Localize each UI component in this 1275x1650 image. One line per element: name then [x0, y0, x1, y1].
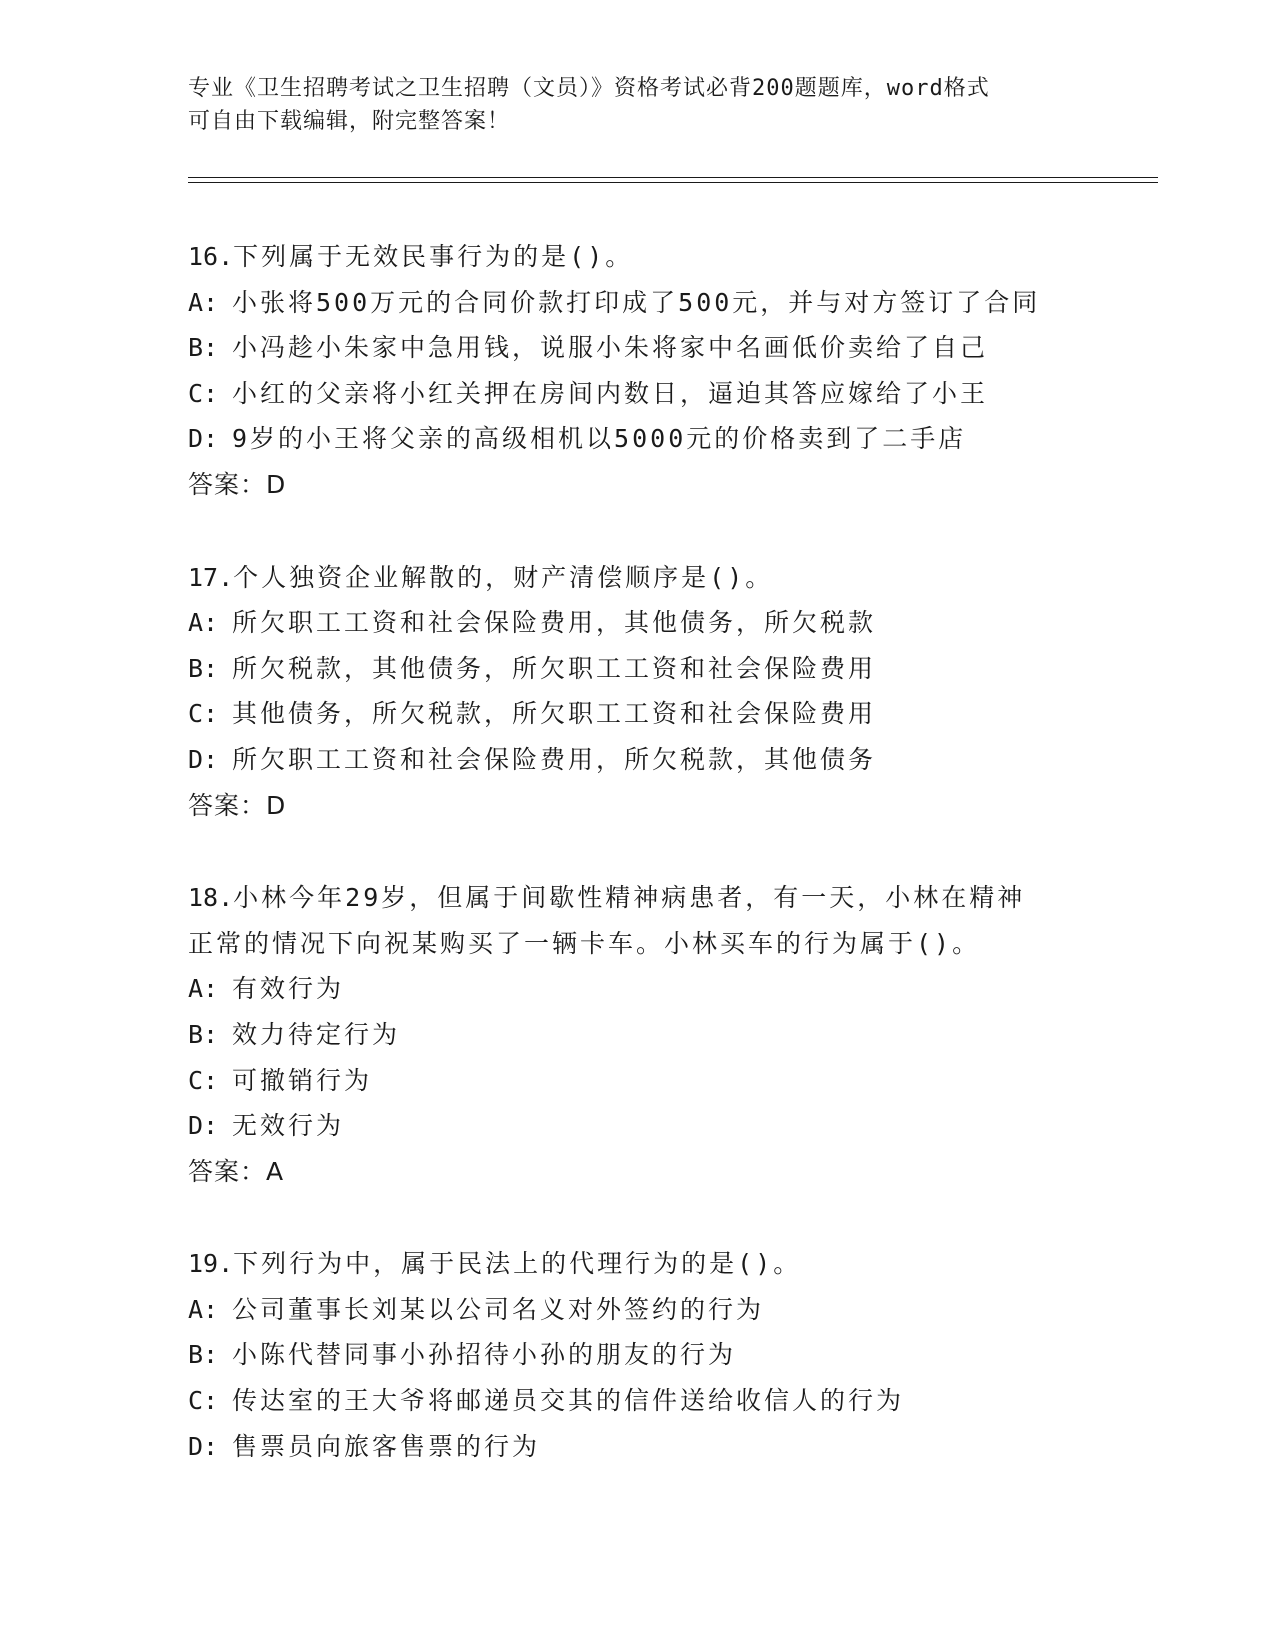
- option-text: 小张将500万元的合同价款打印成了500元，并与对方签订了合同: [232, 287, 1041, 317]
- option-letter: A:: [188, 974, 219, 1004]
- option-letter: D:: [188, 1431, 219, 1461]
- question-number: 17.: [188, 562, 234, 592]
- option-letter: B:: [188, 1019, 219, 1049]
- question-16: [188, 234, 1148, 508]
- option-text: 有效行为: [232, 974, 345, 1004]
- option-c: [188, 371, 1148, 417]
- option-text: 所欠职工工资和社会保险费用，所欠税款，其他债务: [232, 744, 877, 774]
- option-letter: B:: [188, 333, 219, 363]
- question-17: [188, 555, 1148, 829]
- option-b: [188, 325, 1148, 371]
- option-d: [188, 1424, 1148, 1470]
- option-d: [188, 737, 1148, 783]
- question-number: 18.: [188, 883, 234, 913]
- option-d: [188, 416, 1148, 462]
- option-text: 效力待定行为: [232, 1019, 401, 1049]
- header-line-1: 专业《卫生招聘考试之卫生招聘（文员）》资格考试必背200题题库，word格式: [188, 76, 990, 101]
- question-18: [188, 875, 1148, 1194]
- question-stem-continued: 正常的情况下向祝某购买了一辆卡车。小林买车的行为属于()。: [188, 928, 981, 958]
- question-number: 16.: [188, 242, 234, 271]
- option-text: 小冯趁小朱家中急用钱，说服小朱将家中名画低价卖给了自己: [232, 333, 989, 363]
- option-text: 无效行为: [232, 1111, 345, 1141]
- option-c: [188, 691, 1148, 737]
- header-divider-bottom: [188, 182, 1158, 183]
- option-text: 售票员向旅客售票的行为: [232, 1431, 541, 1461]
- option-b: [188, 1012, 1148, 1058]
- option-text: 小红的父亲将小红关押在房间内数日，逼迫其答应嫁给了小王: [232, 378, 989, 408]
- option-a: [188, 966, 1148, 1012]
- option-a: [188, 1287, 1148, 1333]
- header-line-2: 可自由下载编辑，附完整答案！: [188, 109, 511, 134]
- option-c: [188, 1058, 1148, 1104]
- option-a: [188, 280, 1148, 326]
- option-letter: D:: [188, 1111, 219, 1141]
- option-letter: B:: [188, 1340, 219, 1370]
- option-text: 所欠税款，其他债务，所欠职工工资和社会保险费用: [232, 653, 877, 683]
- option-letter: C:: [188, 699, 219, 729]
- answer-line: 答案：D: [188, 469, 287, 499]
- option-a: [188, 600, 1148, 646]
- question-text: 个人独资企业解散的，财产清偿顺序是()。: [233, 562, 774, 592]
- option-d: [188, 1103, 1148, 1149]
- option-text: 公司董事长刘某以公司名义对外签约的行为: [232, 1294, 765, 1324]
- option-letter: A:: [188, 287, 219, 317]
- option-b: [188, 646, 1148, 692]
- option-text: 所欠职工工资和社会保险费用，其他债务，所欠税款: [232, 608, 877, 638]
- option-letter: A:: [188, 608, 219, 638]
- question-stem: [188, 1241, 1148, 1287]
- option-letter: B:: [188, 653, 219, 683]
- question-text: 小林今年29岁，但属于间歇性精神病患者，有一天，小林在精神: [233, 883, 1026, 913]
- header-divider-top: [188, 177, 1158, 178]
- option-letter: D:: [188, 424, 219, 454]
- option-b: [188, 1332, 1148, 1378]
- question-text: 下列行为中，属于民法上的代理行为的是()。: [233, 1249, 802, 1279]
- option-letter: A:: [188, 1294, 219, 1324]
- document-header: [188, 72, 1068, 138]
- option-text: 可撤销行为: [232, 1065, 373, 1095]
- question-text: 下列属于无效民事行为的是()。: [233, 242, 634, 271]
- question-stem: [188, 234, 1148, 280]
- option-text: 其他债务，所欠税款，所欠职工工资和社会保险费用: [232, 699, 877, 729]
- question-stem: [188, 555, 1148, 601]
- answer-line: 答案：D: [188, 790, 287, 820]
- option-letter: C:: [188, 1065, 219, 1095]
- option-letter: D:: [188, 744, 219, 774]
- option-text: 传达室的王大爷将邮递员交其的信件送给收信人的行为: [232, 1386, 905, 1416]
- question-list: [188, 234, 1148, 1516]
- question-stem: [188, 875, 1148, 921]
- option-text: 9岁的小王将父亲的高级相机以5000元的价格卖到了二手店: [232, 424, 967, 454]
- question-19: [188, 1241, 1148, 1469]
- option-c: [188, 1378, 1148, 1424]
- question-number: 19.: [188, 1249, 234, 1279]
- answer-line: 答案：A: [188, 1156, 285, 1186]
- option-letter: C:: [188, 378, 219, 408]
- option-letter: C:: [188, 1386, 219, 1416]
- option-text: 小陈代替同事小孙招待小孙的朋友的行为: [232, 1340, 737, 1370]
